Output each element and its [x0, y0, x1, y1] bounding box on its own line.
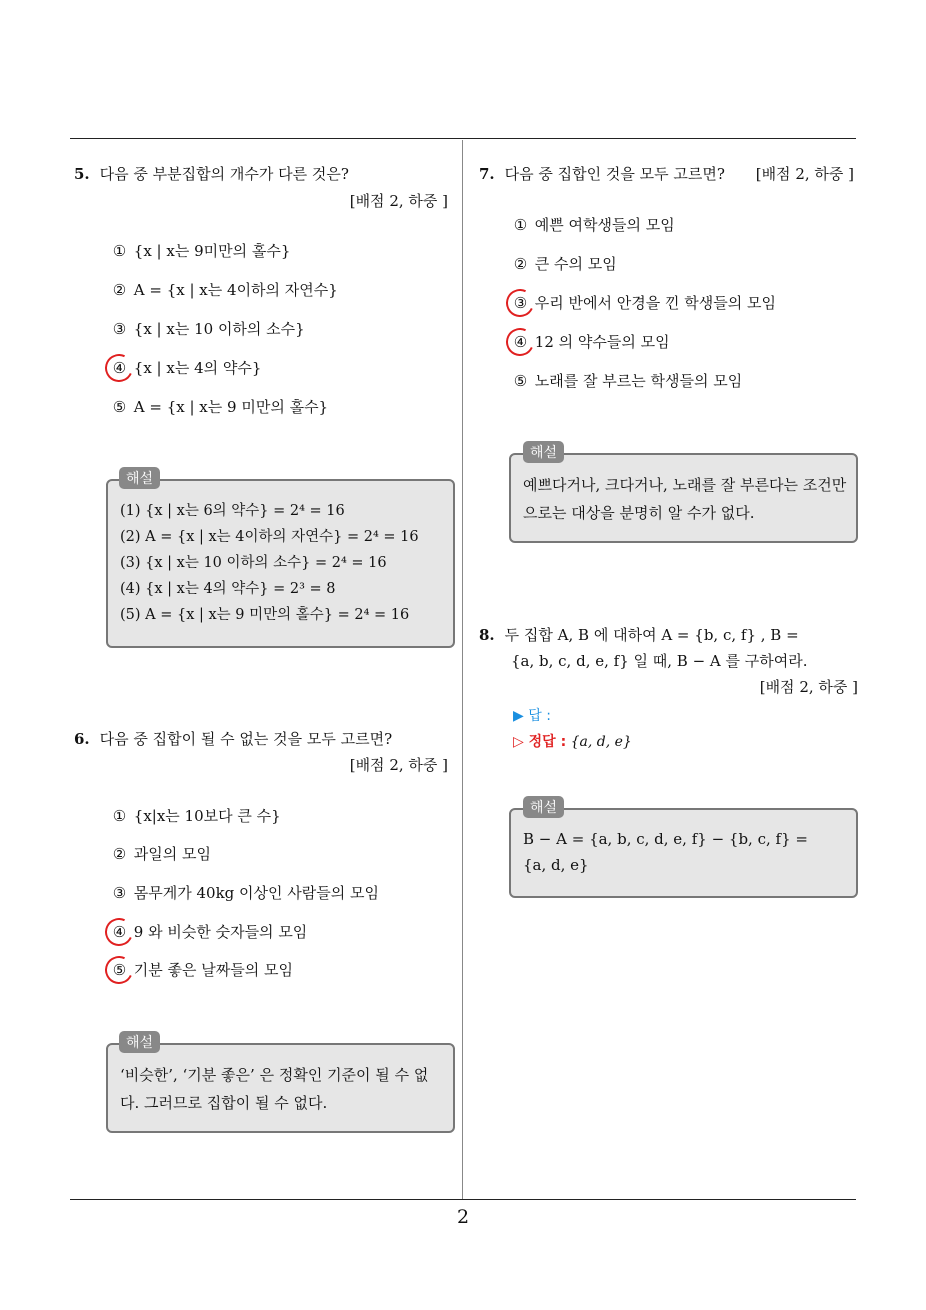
q5-expl-line-5: (5) A = {x | x는 9 미만의 홀수} = 2⁴ = 16: [120, 607, 410, 623]
top-rule: [70, 138, 856, 139]
q7-option-5-mark: ⑤: [513, 372, 528, 390]
q6-option-4[interactable]: [110, 921, 307, 943]
q6-header: [74, 728, 392, 750]
q8-correct-value: {a, d, e}: [570, 734, 632, 750]
q5-option-1-text: {x | x는 9미만의 홀수}: [133, 242, 291, 260]
q6-expl-text: ‘비슷한’, ‘기분 좋은’ 은 정확인 기준이 될 수 없다. 그러므로 집합이 될 수 없다.: [120, 1066, 429, 1112]
q5-option-5[interactable]: [110, 396, 328, 418]
q6-option-1[interactable]: [110, 805, 281, 827]
q6-option-1-text: {x|x는 10보다 큰 수}: [133, 807, 281, 825]
q7-option-1-text: 예쁜 여학생들의 모임: [534, 216, 675, 234]
q7-option-2-mark: ②: [513, 255, 528, 273]
q5-option-4-mark: ④: [110, 357, 129, 379]
q8-header: [479, 624, 859, 646]
q7-option-1[interactable]: [511, 214, 675, 236]
q6-option-4-text: 9 와 비슷한 숫자들의 모임: [133, 923, 308, 941]
q6-option-2-mark: ②: [112, 845, 127, 863]
q5-explanation-box: [106, 479, 455, 648]
q8-correct-row: [513, 731, 632, 753]
q5-option-2[interactable]: [110, 279, 338, 301]
bottom-rule: [70, 1199, 856, 1200]
q8-correct-label: ▷ 정답 :: [513, 734, 567, 750]
q6-option-2[interactable]: [110, 843, 211, 865]
q8-explanation-label: 해설: [523, 796, 564, 818]
q5-option-5-mark: ⑤: [112, 398, 127, 416]
q5-option-1[interactable]: [110, 240, 290, 262]
q6-option-4-mark: ④: [110, 921, 129, 943]
q5-option-4-text: {x | x는 4의 약수}: [133, 359, 262, 377]
q6-option-3-text: 몸무게가 40kg 이상인 사람들의 모임: [133, 884, 380, 902]
page-number: 2: [456, 1206, 470, 1228]
q5-expl-line-4: (4) {x | x는 4의 약수} = 2³ = 8: [120, 581, 336, 597]
q7-number: 7.: [479, 165, 495, 183]
q7-option-3[interactable]: [511, 292, 776, 314]
q6-option-3[interactable]: [110, 882, 379, 904]
q7-header: [479, 163, 725, 185]
q5-option-5-text: A = {x | x는 9 미만의 홀수}: [133, 398, 329, 416]
q8-expl-line-1: B − A = {a, b, c, d, e, f} − {b, c, f} =: [523, 830, 808, 848]
q5-expl-line-1: (1) {x | x는 6의 약수} = 2⁴ = 16: [120, 503, 345, 519]
q7-option-3-text: 우리 반에서 안경을 낀 학생들의 모임: [534, 294, 776, 312]
q5-explanation-label: 해설: [119, 467, 160, 489]
q5-option-3[interactable]: [110, 318, 305, 340]
q7-option-4[interactable]: [511, 331, 670, 353]
q5-option-3-text: {x | x는 10 이하의 소수}: [133, 320, 305, 338]
q6-number: 6.: [74, 730, 90, 748]
q7-explanation-box: [509, 453, 858, 543]
q8-expl-line-2: {a, d, e}: [523, 856, 589, 874]
q6-option-1-mark: ①: [112, 807, 127, 825]
q8-text-line-2: {a, b, c, d, e, f} 일 때, B − A 를 구하여라.: [511, 652, 808, 670]
column-divider: [462, 140, 463, 1200]
q7-explanation-label: 해설: [523, 441, 564, 463]
q7-option-4-mark: ④: [511, 331, 530, 353]
q6-text: 다음 중 집합이 될 수 없는 것을 모두 고르면?: [99, 730, 393, 748]
q8-score: [배점 2, 하중 ]: [759, 678, 858, 696]
q5-header: [74, 163, 349, 185]
q7-option-1-mark: ①: [513, 216, 528, 234]
q6-score: [배점 2, 하중 ]: [349, 756, 448, 774]
q6-option-3-mark: ③: [112, 884, 127, 902]
q6-explanation-label: 해설: [119, 1031, 160, 1053]
q7-score: [배점 2, 하중 ]: [755, 165, 854, 183]
q5-expl-line-3: (3) {x | x는 10 이하의 소수} = 2⁴ = 16: [120, 555, 387, 571]
q8-explanation-box: [509, 808, 858, 898]
q7-option-4-text: 12 의 약수들의 모임: [534, 333, 670, 351]
q6-explanation-box: [106, 1043, 455, 1133]
q5-number: 5.: [74, 165, 90, 183]
q7-option-2-text: 큰 수의 모임: [534, 255, 617, 273]
q5-expl-line-2: (2) A = {x | x는 4이하의 자연수} = 2⁴ = 16: [120, 529, 419, 545]
q5-option-2-mark: ②: [112, 281, 127, 299]
q7-option-2[interactable]: [511, 253, 617, 275]
q8-answer-label[interactable]: ▶ 답 :: [513, 708, 551, 724]
q8-number: 8.: [479, 626, 495, 644]
q6-option-5-text: 기분 좋은 날짜들의 모임: [133, 961, 293, 979]
q7-option-3-mark: ③: [511, 292, 530, 314]
q7-option-5[interactable]: [511, 370, 742, 392]
q6-option-5[interactable]: [110, 959, 293, 981]
q6-option-5-mark: ⑤: [110, 959, 129, 981]
q5-option-1-mark: ①: [112, 242, 127, 260]
q7-expl-text: 예쁘다거나, 크다거나, 노래를 잘 부른다는 조건만으로는 대상을 분명히 알 수가 없다.: [523, 476, 847, 522]
q7-text: 다음 중 집합인 것을 모두 고르면?: [504, 165, 725, 183]
q5-option-2-text: A = {x | x는 4이하의 자연수}: [133, 281, 338, 299]
q8-text-line-1: 두 집합 A, B 에 대하여 A = {b, c, f} , B =: [504, 626, 799, 644]
q6-option-2-text: 과일의 모임: [133, 845, 211, 863]
q5-score: [배점 2, 하중 ]: [349, 192, 448, 210]
q5-text: 다음 중 부분집합의 개수가 다른 것은?: [99, 165, 349, 183]
q5-option-4[interactable]: [110, 357, 261, 379]
q5-option-3-mark: ③: [112, 320, 127, 338]
q7-option-5-text: 노래를 잘 부르는 학생들의 모임: [534, 372, 743, 390]
